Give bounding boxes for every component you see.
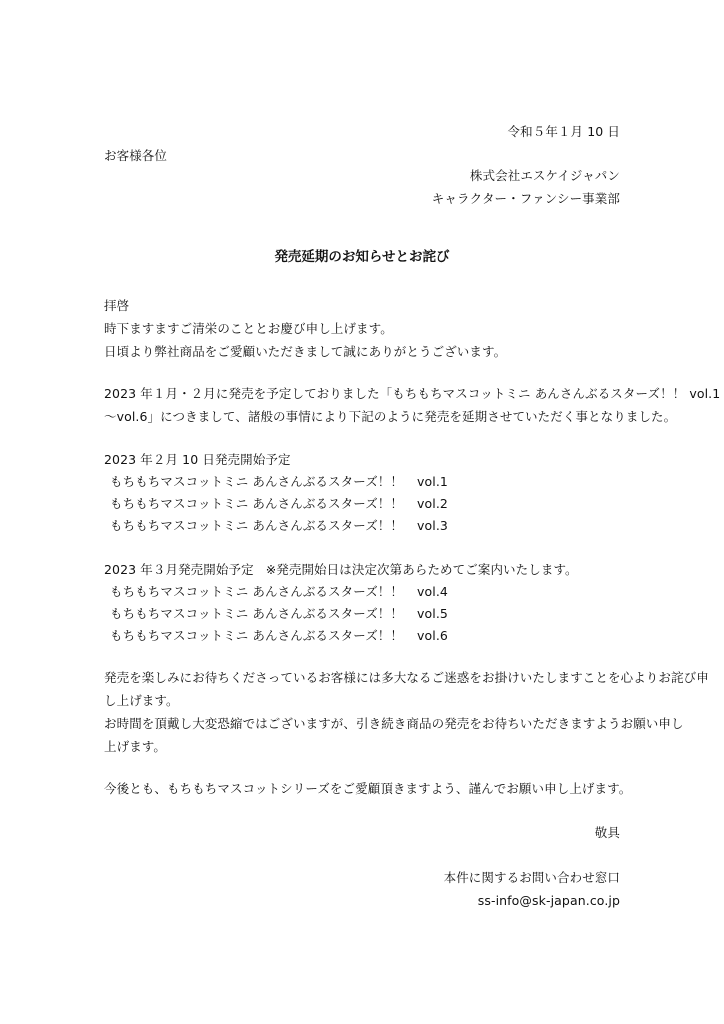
product-name: もちもちマスコットミニ あんさんぶるスターズ！！: [110, 518, 403, 533]
product-list-item: [110, 496, 448, 512]
product-volume: vol.1: [417, 474, 448, 489]
product-name: もちもちマスコットミニ あんさんぶるスターズ！！: [110, 584, 403, 599]
product-list-item: [110, 584, 448, 600]
apology-line: し上げます。: [104, 693, 179, 708]
product-name: もちもちマスコットミニ あんさんぶるスターズ！！: [110, 496, 403, 511]
schedule-heading-text: 2023 年３月発売開始予定: [104, 562, 254, 577]
schedule-heading: 2023 年２月 10 日発売開始予定: [104, 452, 291, 467]
recipient: お客様各位: [104, 148, 168, 163]
product-volume: vol.5: [417, 606, 448, 621]
contact-email[interactable]: ss-info@sk-japan.co.jp: [477, 893, 620, 908]
closing-word: 敬具: [594, 825, 620, 840]
product-volume: vol.6: [417, 628, 448, 643]
product-list-item: [110, 518, 448, 534]
document-title: 発売延期のお知らせとお詫び: [274, 249, 450, 265]
product-name: もちもちマスコットミニ あんさんぶるスターズ！！: [110, 474, 403, 489]
product-list-item: [110, 628, 448, 644]
greeting-opening: 拝啓: [104, 298, 130, 313]
product-volume: vol.3: [417, 518, 448, 533]
greeting-line: 日頃より弊社商品をご愛顧いただきまして誠にありがとうございます。: [104, 344, 507, 359]
apology-line: お時間を頂戴し大変恐縮ではございますが、引き続き商品の発売をお待ちいただきますようお願い申し: [104, 716, 684, 731]
contact-label: 本件に関するお問い合わせ窓口: [443, 870, 620, 885]
product-list-item: [110, 606, 448, 622]
intro-line: ～vol.6」につきまして、諸般の事情により下記のように発売を延期させていただく事となりました。: [104, 409, 677, 424]
greeting-line: 時下ますますご清栄のこととお慶び申し上げます。: [104, 321, 393, 336]
intro-line: 2023 年１月・２月に発売を予定しておりました「もちもちマスコットミニ あんさんぶるスターズ！！ vol.1: [104, 386, 721, 401]
product-name: もちもちマスコットミニ あんさんぶるスターズ！！: [110, 606, 403, 621]
apology-line: 上げます。: [104, 739, 167, 754]
schedule-heading: [104, 562, 578, 578]
apology-line: 発売を楽しみにお待ちくださっているお客様には多大なるご迷惑をお掛けいたしますことを心よりお詫び申: [104, 670, 709, 685]
product-volume: vol.2: [417, 496, 448, 511]
sender-company: 株式会社エスケイジャパン: [469, 168, 620, 183]
sender-department: キャラクター・ファンシー事業部: [431, 191, 620, 206]
product-volume: vol.4: [417, 584, 448, 599]
document-date: 令和５年１月 10 日: [507, 124, 620, 139]
schedule-note: ※発売開始日は決定次第あらためてご案内いたします。: [265, 562, 578, 577]
product-name: もちもちマスコットミニ あんさんぶるスターズ！！: [110, 628, 403, 643]
product-list-item: [110, 474, 448, 490]
closing-request: 今後とも、もちもちマスコットシリーズをご愛顧頂きますよう、謹んでお願い申し上げます。: [104, 781, 632, 796]
